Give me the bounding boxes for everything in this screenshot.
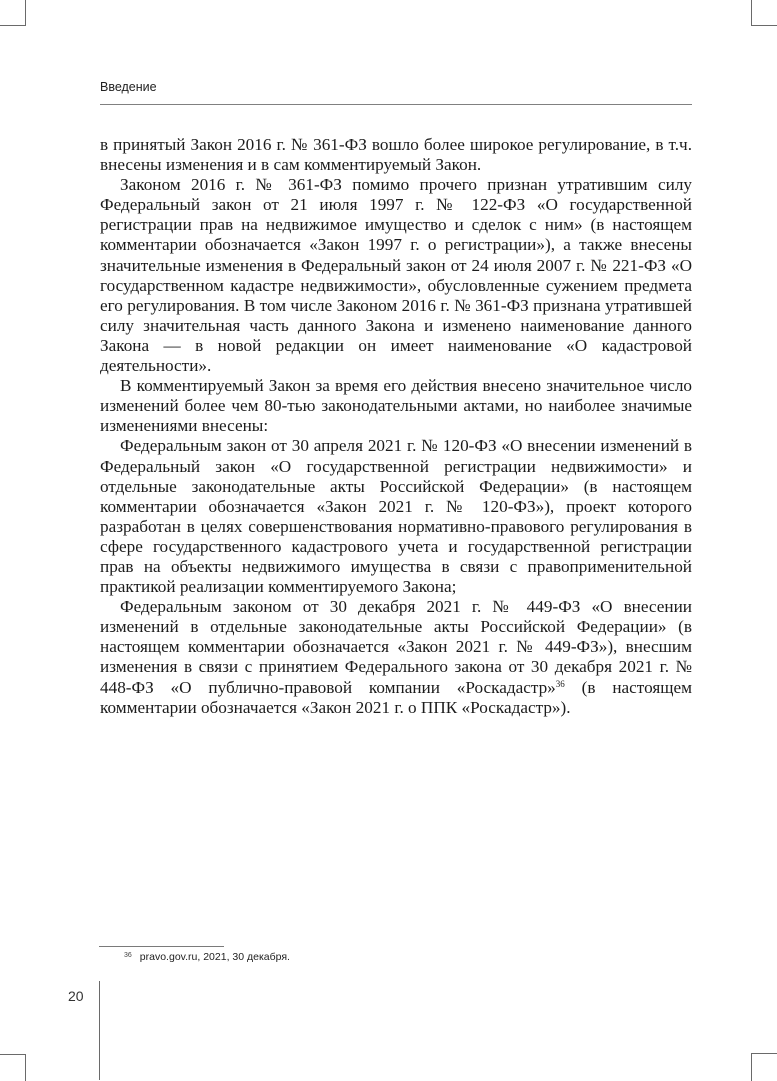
footnote bbox=[124, 951, 290, 963]
running-header bbox=[100, 80, 692, 105]
paragraph-text: Федеральным законом от 30 декабря 2021 г. № 449-ФЗ «О внесении изменений в отдельные законодательные акты Российской Федерации» (в настоящем комментарии обозначается «Закон 2021 г. № 449-ФЗ»), внесшим изменения в связи с принятием Федерального закона от 30 декабря 2021 г. № 448-ФЗ «О публично-правовой компании «Роскадастр» bbox=[100, 597, 692, 697]
crop-mark-bottom-left bbox=[0, 1054, 26, 1081]
running-title: Введение bbox=[100, 80, 157, 94]
footnote-separator bbox=[99, 946, 224, 947]
footnote-reference[interactable]: 36 bbox=[555, 678, 565, 689]
paragraph: В комментируемый Закон за время его действия внесено значительное число изменений более чем 80-тью законодательными актами, но наиболее значимые изменениями внесены: bbox=[100, 376, 692, 436]
footnote-text: pravo.gov.ru, 2021, 30 декабря. bbox=[139, 951, 290, 963]
paragraph-text: (в настоящем комментарии обозначается «Закон 2021 г. о ППК «Роскадастр»). bbox=[100, 677, 692, 717]
paragraph bbox=[100, 597, 692, 718]
footnote-number: 36 bbox=[124, 952, 132, 959]
page-number-rule bbox=[99, 981, 100, 1080]
crop-mark-top-left bbox=[0, 0, 26, 26]
page-number: 20 bbox=[68, 988, 84, 1004]
paragraph: Федеральным закон от 30 апреля 2021 г. № 120-ФЗ «О внесении изменений в Федеральный закон «О государственной регистрации недвижимости» и отдельные законодательные акты Российской Федерации» (в настоящем комментарии обозначается «Закон 2021 г. № 120-ФЗ»), проект которого разработан в целях совершенствования нормативно-правового регулирования в сфере государственного кадастрового учета и государственной регистрации прав на объекты недвижимого имущества в связи с правоприменительной практикой реализации комментируемого Закона; bbox=[100, 436, 692, 597]
paragraph: в принятый Закон 2016 г. № 361-ФЗ вошло более широкое регулирование, в т.ч. внесены изменения и в сам комментируемый Закон. bbox=[100, 135, 692, 175]
body-text bbox=[100, 135, 692, 718]
crop-mark-top-right bbox=[751, 0, 777, 26]
paragraph: Законом 2016 г. № 361-ФЗ помимо прочего признан утратившим силу Федеральный закон от 21 июля 1997 г. № 122-ФЗ «О государственной регистрации прав на недвижимое имущество и сделок с ним» (в настоящем комментарии обозначается «Закон 1997 г. о регистрации»), а также внесены значительные изменения в Федеральный закон от 24 июля 2007 г. № 221-ФЗ «О государственном кадастре недвижимости», обусловленные сужением предмета его регулирования. В том числе Законом 2016 г. № 361-ФЗ признана утратившей силу значительная часть данного Закона и изменено наименование данного Закона — в новой редакции он имеет наименование «О кадастровой деятельности». bbox=[100, 175, 692, 376]
crop-mark-bottom-right bbox=[751, 1053, 777, 1081]
